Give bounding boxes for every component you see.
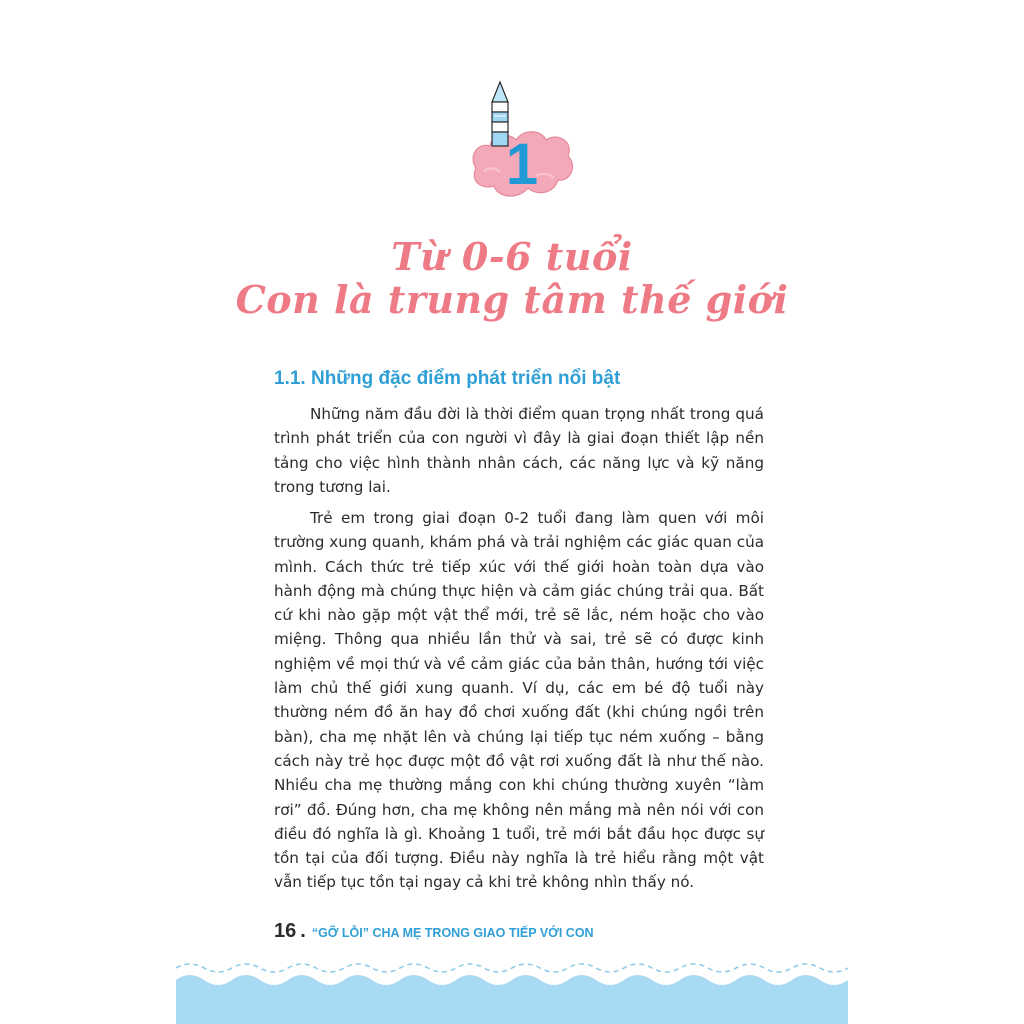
footer-separator: . [300, 920, 306, 942]
chapter-title-line-2: Con là trung tâm thế giới [235, 277, 789, 322]
paragraph: Trẻ em trong giai đoạn 0-2 tuổi đang làm quen với môi trường xung quanh, khám phá và trải nghiệm các giác quan của mình. Cách thức trẻ tiếp xúc với thế giới hoàn toàn dựa vào hành động mà chúng thực hiện và cảm giác chúng trải qua. Bất cứ khi nào gặp một vật thể mới, trẻ sẽ lắc, ném hoặc cho vào miệng. Thông qua nhiều lần thử và sai, trẻ sẽ có được kinh nghiệm về mọi thứ và về cảm giác của bản thân, hướng tới việc làm chủ thế giới xung quanh. Ví dụ, các em bé độ tuổi này thường ném đồ ăn hay đồ chơi xuống đất (khi chúng ngồi trên bàn), cha mẹ nhặt lên và chúng lại tiếp tục ném xuống – bằng cách này trẻ học được một đồ vật rơi xuống đất là như thế nào. Nhiều cha mẹ thường mắng con khi chúng thường xuyên “làm rơi” đồ. Đúng hơn, cha mẹ không nên mắng mà nên nói với con điều đó nghĩa là gì. Khoảng 1 tuổi, trẻ mới bắt đầu học được sự tồn tại của đối tượng. Điều này nghĩa là trẻ hiểu rằng một vật vẫn tiếp tục tồn tại ngay cả khi trẻ không nhìn thấy nó. [274, 509, 764, 892]
chapter-title-line-1: Từ 0-6 tuổi [391, 234, 633, 279]
running-book-title: “GỠ LỖI” CHA MẸ TRONG GIAO TIẾP VỚI CON [311, 926, 594, 940]
chapter-illustration [466, 76, 578, 206]
wave-decoration [176, 958, 848, 1024]
page-footer [274, 920, 594, 943]
section-heading: 1.1. Những đặc điểm phát triển nổi bật [274, 368, 621, 389]
page-number: 16 [274, 920, 297, 942]
chapter-number: 1 [505, 132, 539, 197]
paragraph: Những năm đầu đời là thời điểm quan trọng nhất trong quá trình phát triển của con người vì đây là giai đoạn thiết lập nền tảng cho việc hình thành nhân cách, các năng lực và kỹ năng trong tương lai. [274, 405, 764, 496]
